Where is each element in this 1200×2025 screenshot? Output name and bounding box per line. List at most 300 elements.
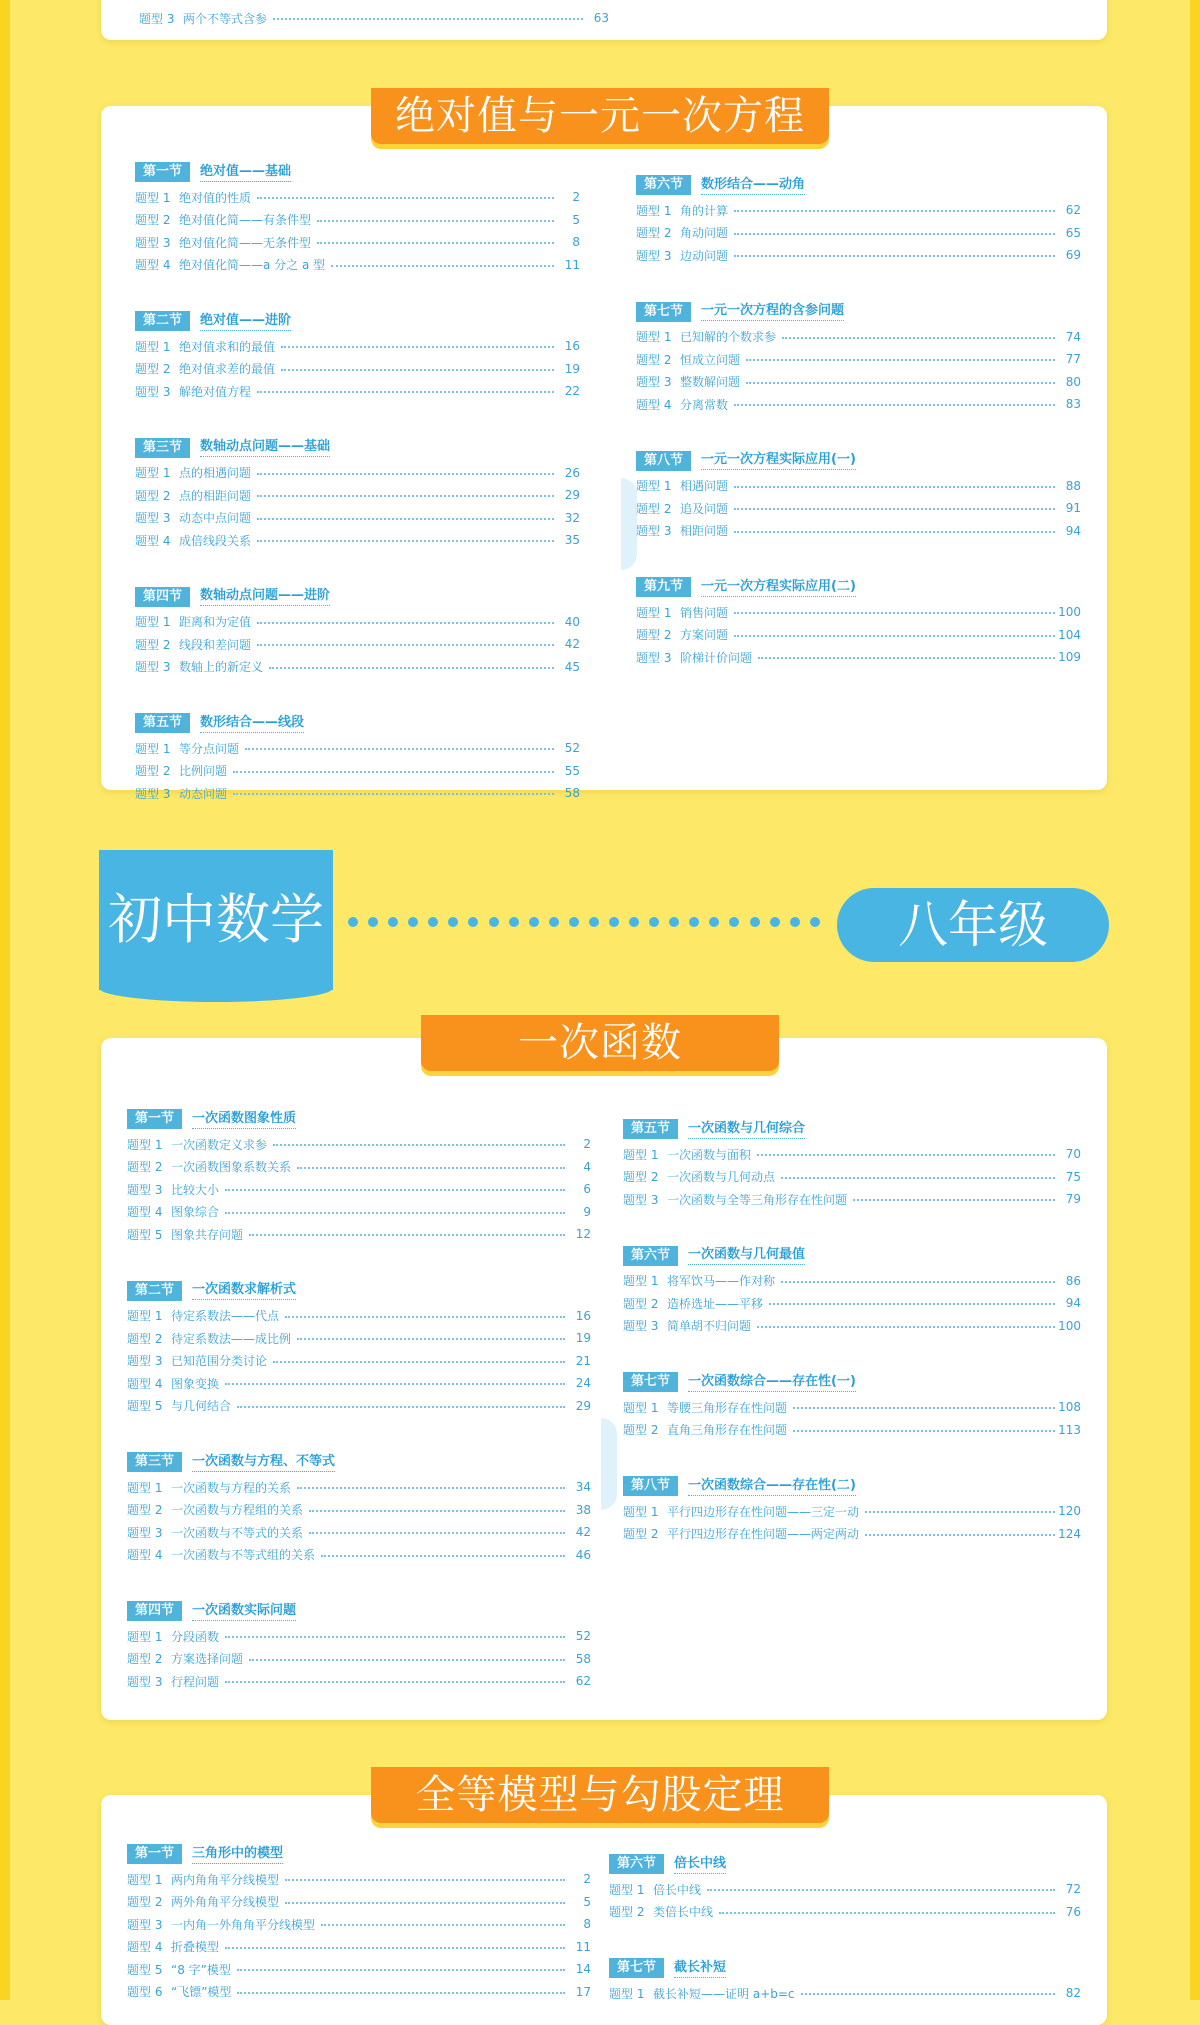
toc-name: 相遇问题 [680,479,729,494]
prev-chapter-column [139,7,609,30]
toc-row[interactable] [636,520,1081,543]
toc-page: 69 [1065,248,1081,263]
toc-name: 角动问题 [680,226,729,241]
toc-row[interactable] [636,646,1081,669]
toc-name: 动态问题 [179,786,228,801]
toc-page: 80 [1065,374,1081,389]
toc-name: 与几何结合 [171,1399,232,1414]
toc-type: 题型 2 [127,1652,163,1667]
toc-row[interactable] [127,1223,591,1246]
toc-page: 124 [1058,1526,1081,1541]
toc-section [135,712,580,805]
toc-row[interactable] [127,1958,591,1981]
toc-name: 销售问题 [680,605,729,620]
section-heading[interactable] [135,161,580,183]
toc-type: 题型 1 [135,615,171,630]
leader-dots [233,771,554,773]
toc-type: 题型 1 [127,1137,163,1152]
toc-row[interactable] [623,1315,1081,1338]
toc-type: 题型 1 [135,190,171,205]
leader-dots [257,391,554,393]
toc-row[interactable] [623,1292,1081,1315]
leader-dots [321,1924,565,1926]
connector-dot [709,917,719,927]
toc-type: 题型 2 [127,1503,163,1518]
section-heading[interactable] [135,712,580,734]
toc-row[interactable] [135,231,580,254]
toc-row[interactable] [623,1419,1081,1442]
chapter-card-abs [101,106,1107,801]
toc-page: 77 [1065,352,1081,367]
toc-column-left [135,161,580,805]
section-heading[interactable] [623,1245,1081,1267]
leader-dots [257,540,554,542]
toc-section [623,1118,1081,1211]
toc-row[interactable] [127,1156,591,1179]
leader-dots [297,1167,565,1169]
toc-name: 方案选择问题 [171,1652,244,1667]
toc-row[interactable] [135,209,580,232]
toc-page: 100 [1058,605,1081,620]
toc-type: 题型 1 [127,1872,163,1887]
connector-dot [569,917,579,927]
leader-dots [707,1889,1055,1891]
column-divider [621,478,637,570]
toc-row[interactable] [127,1868,591,1891]
toc-page: 104 [1058,627,1081,642]
toc-name: 一次函数与方程的关系 [171,1480,292,1495]
toc-page: 79 [1065,1192,1081,1207]
toc-row[interactable] [636,348,1081,371]
toc-page: 11 [564,257,580,272]
toc-row[interactable] [623,1166,1081,1189]
toc-row[interactable] [636,371,1081,394]
section-number-tag: 第四节 [127,1601,182,1621]
section-number-tag: 第七节 [623,1372,678,1392]
toc-type: 题型 2 [623,1423,659,1438]
toc-type: 题型 4 [135,258,171,273]
toc-page: 38 [575,1502,591,1517]
section-number-tag: 第九节 [636,577,691,597]
toc-name: 图象变换 [171,1376,220,1391]
toc-row[interactable] [127,1133,591,1156]
toc-type: 题型 3 [135,786,171,801]
toc-row[interactable] [609,1982,1081,2005]
toc-type: 题型 3 [127,1674,163,1689]
section-heading[interactable] [636,174,1081,196]
toc-name: 绝对值求差的最值 [179,362,276,377]
leader-dots [734,531,1055,533]
toc-row[interactable] [135,380,580,403]
toc-name: 将军饮马——作对称 [667,1274,776,1289]
toc-section [135,161,580,276]
section-title: 数轴动点问题——基础 [200,438,330,457]
toc-type: 题型 1 [636,330,672,345]
toc-type: 题型 3 [127,1525,163,1540]
section-number-tag: 第四节 [135,587,190,607]
toc-type: 题型 3 [127,1354,163,1369]
section-number-tag: 第六节 [623,1246,678,1266]
leader-dots [285,1316,565,1318]
toc-row[interactable] [127,1891,591,1914]
toc-name: 比较大小 [171,1182,220,1197]
toc-row[interactable] [127,1648,591,1671]
toc-row[interactable] [135,611,580,634]
leader-dots [285,1902,565,1904]
toc-page: 16 [564,339,580,354]
leader-dots [225,1681,565,1683]
toc-row[interactable] [127,1625,591,1648]
toc-type: 题型 3 [135,511,171,526]
toc-type: 题型 1 [609,1986,645,2001]
toc-row[interactable] [127,1201,591,1224]
toc-type: 题型 2 [135,488,171,503]
toc-row[interactable] [135,760,580,783]
toc-row[interactable] [636,199,1081,222]
toc-type: 题型 3 [636,375,672,390]
toc-section [135,437,580,552]
connector-dot [388,917,398,927]
toc-type: 题型 3 [127,1917,163,1932]
toc-name: “8 字”模型 [171,1962,231,1977]
toc-page: 2 [583,1872,591,1887]
section-title: 一次函数综合——存在性(二) [688,1477,856,1496]
toc-type: 题型 2 [636,352,672,367]
prev-chapter-card [101,0,1107,40]
connector-dot [549,917,559,927]
toc-type: 题型 3 [636,248,672,263]
toc-name: 类倍长中线 [653,1905,714,1920]
section-title: 一次函数综合——存在性(一) [688,1373,856,1392]
toc-row[interactable] [127,1476,591,1499]
toc-row[interactable] [127,1499,591,1522]
toc-page: 70 [1065,1147,1081,1162]
toc-name: 相距问题 [680,524,729,539]
toc-page: 72 [1065,1882,1081,1897]
leader-dots [317,242,554,244]
toc-page: 2 [583,1137,591,1152]
toc-row[interactable] [127,1327,591,1350]
leader-dots [257,518,554,520]
toc-page: 83 [1065,397,1081,412]
toc-page: 94 [1065,1296,1081,1311]
toc-row[interactable] [135,737,580,760]
toc-type: 题型 2 [609,1905,645,1920]
section-heading[interactable] [127,1843,591,1865]
toc-column-left [127,1843,591,2003]
toc-page: 109 [1058,650,1081,665]
toc-name: 动态中点问题 [179,511,252,526]
connector-dot [348,917,358,927]
leader-dots [225,1383,565,1385]
toc-page: 120 [1058,1504,1081,1519]
toc-name: 绝对值化简——有条件型 [179,213,312,228]
toc-row[interactable] [636,326,1081,349]
toc-page: 19 [564,361,580,376]
toc-row[interactable] [139,7,609,30]
toc-row[interactable] [135,254,580,277]
toc-row[interactable] [135,484,580,507]
toc-type: 题型 2 [135,362,171,377]
toc-row[interactable] [623,1270,1081,1293]
toc-row[interactable] [636,497,1081,520]
section-heading[interactable] [636,301,1081,323]
toc-page: 5 [572,212,580,227]
toc-page: 52 [564,741,580,756]
toc-type: 题型 2 [127,1160,163,1175]
toc-type: 题型 2 [127,1331,163,1346]
toc-row[interactable] [636,601,1081,624]
section-heading[interactable] [623,1371,1081,1393]
toc-row[interactable] [127,1305,591,1328]
toc-name: 一次函数定义求参 [171,1137,268,1152]
leader-dots [734,233,1055,235]
grade-label: 八年级 [898,896,1048,954]
toc-type: 题型 4 [127,1940,163,1955]
toc-row[interactable] [127,1913,591,1936]
leader-dots [285,1879,565,1881]
toc-type: 题型 2 [135,764,171,779]
section-number-tag: 第七节 [609,1958,664,1978]
toc-row[interactable] [127,1178,591,1201]
toc-page: 94 [1065,523,1081,538]
toc-name: 绝对值的性质 [179,190,252,205]
toc-row[interactable] [127,1544,591,1567]
toc-type: 题型 5 [127,1399,163,1414]
section-heading[interactable] [127,1108,591,1130]
toc-column-right [609,1853,1081,2005]
toc-name: 平行四边形存在性问题——两定两动 [667,1527,860,1542]
connector-dot [689,917,699,927]
leader-dots [245,748,554,750]
toc-page: 52 [575,1629,591,1644]
leader-dots [225,1212,565,1214]
section-title: 一次函数实际问题 [192,1602,296,1621]
section-heading[interactable] [135,310,580,332]
toc-page: 8 [583,1917,591,1932]
toc-name: 简单胡不归问题 [667,1319,752,1334]
toc-type: 题型 1 [623,1274,659,1289]
toc-column-right [636,174,1081,669]
toc-row[interactable] [623,1523,1081,1546]
connector-dot [529,917,539,927]
section-heading[interactable] [609,1957,1081,1979]
toc-row[interactable] [135,358,580,381]
toc-name: 整数解问题 [680,375,741,390]
leader-dots [734,508,1055,510]
toc-row[interactable] [127,1395,591,1418]
connector-dot [669,917,679,927]
toc-column-right [623,1118,1081,1545]
toc-row[interactable] [636,244,1081,267]
section-number-tag: 第五节 [623,1119,678,1139]
leader-dots [781,1177,1055,1179]
toc-name: 平行四边形存在性问题——三定一动 [667,1504,860,1519]
section-title: 一次函数与几何最值 [688,1246,805,1265]
section-title: 绝对值——进阶 [200,312,291,331]
toc-page: 46 [575,1547,591,1562]
toc-page: 62 [575,1674,591,1689]
toc-row[interactable] [135,462,580,485]
toc-page: 88 [1065,478,1081,493]
leader-dots [225,1189,565,1191]
leader-dots [321,1555,565,1557]
toc-name: 图象综合 [171,1205,220,1220]
section-heading[interactable] [609,1853,1081,1875]
leader-dots [801,1993,1056,1995]
toc-type: 题型 1 [623,1400,659,1415]
leader-dots [269,667,554,669]
toc-type: 题型 4 [127,1548,163,1563]
toc-type: 题型 1 [135,339,171,354]
toc-row[interactable] [636,222,1081,245]
toc-row[interactable] [127,1670,591,1693]
section-heading[interactable] [636,450,1081,472]
grade-badge [837,888,1109,962]
toc-name: 数轴上的新定义 [179,660,264,675]
toc-row[interactable] [636,475,1081,498]
section-title: 数形结合——线段 [200,714,304,733]
toc-row[interactable] [127,1350,591,1373]
toc-section [636,576,1081,669]
toc-row[interactable] [623,1143,1081,1166]
toc-row[interactable] [135,507,580,530]
section-heading[interactable] [623,1475,1081,1497]
section-heading[interactable] [127,1600,591,1622]
toc-name: 等腰三角形存在性问题 [667,1400,788,1415]
toc-row[interactable] [636,624,1081,647]
section-title: 一次函数求解析式 [192,1281,296,1300]
toc-page: 17 [575,1984,591,1999]
section-heading[interactable] [623,1118,1081,1140]
chapter-card-congruent [101,1795,1107,2025]
toc-name: 折叠模型 [171,1940,220,1955]
toc-type: 题型 1 [127,1480,163,1495]
toc-name: “飞镖”模型 [171,1985,232,2000]
toc-name: 两外角角平分线模型 [171,1895,280,1910]
subject-book-badge [99,850,333,990]
toc-page: 11 [575,1939,591,1954]
toc-row[interactable] [609,1901,1081,1924]
toc-row[interactable] [135,529,580,552]
section-heading[interactable] [636,576,1081,598]
toc-row[interactable] [127,1981,591,2004]
section-heading[interactable] [127,1280,591,1302]
toc-type: 题型 4 [636,397,672,412]
toc-name: 绝对值化简——a 分之 a 型 [179,258,326,273]
toc-row[interactable] [135,782,580,805]
toc-type: 题型 2 [636,628,672,643]
chapter-banner-abs: 绝对值与一元一次方程 [371,88,829,144]
toc-page: 34 [575,1480,591,1495]
toc-page: 74 [1065,329,1081,344]
section-heading[interactable] [127,1451,591,1473]
toc-type: 题型 3 [139,11,175,26]
toc-section [623,1371,1081,1441]
connector-dot [729,917,739,927]
toc-name: 绝对值化简——无条件型 [179,235,312,250]
section-number-tag: 第二节 [135,311,190,331]
leader-dots [273,18,583,20]
section-heading[interactable] [135,437,580,459]
toc-name: 已知范围分类讨论 [171,1354,268,1369]
toc-row[interactable] [135,335,580,358]
section-title: 一次函数图象性质 [192,1110,296,1129]
toc-type: 题型 1 [636,203,672,218]
leader-dots [719,1912,1055,1914]
toc-type: 题型 1 [127,1309,163,1324]
toc-page: 21 [575,1353,591,1368]
column-divider [601,1418,617,1510]
toc-type: 题型 2 [623,1170,659,1185]
leader-dots [309,1510,565,1512]
toc-section [623,1245,1081,1338]
connector-dot [509,917,519,927]
leader-dots [865,1511,1055,1513]
leader-dots [249,1234,565,1236]
connector-dot [790,917,800,927]
toc-type: 题型 3 [636,524,672,539]
leader-dots [331,265,554,267]
leader-dots [257,622,554,624]
toc-type: 题型 2 [636,501,672,516]
toc-name: 点的相距问题 [179,488,252,503]
toc-row[interactable] [135,633,580,656]
leader-dots [281,369,554,371]
toc-row[interactable] [135,186,580,209]
toc-column-left [127,1108,591,1693]
section-heading[interactable] [135,586,580,608]
toc-page: 19 [575,1331,591,1346]
toc-name: 解绝对值方程 [179,384,252,399]
toc-name: 方案问题 [680,628,729,643]
section-number-tag: 第八节 [623,1476,678,1496]
toc-name: 两个不等式含参 [183,11,268,26]
toc-page: 108 [1058,1400,1081,1415]
toc-page: 22 [564,384,580,399]
connector-dot [589,917,599,927]
toc-section [135,310,580,403]
toc-row[interactable] [623,1188,1081,1211]
toc-name: 一次函数与不等式组的关系 [171,1548,316,1563]
toc-row[interactable] [623,1396,1081,1419]
toc-type: 题型 2 [135,637,171,652]
toc-page: 86 [1065,1273,1081,1288]
toc-row[interactable] [609,1878,1081,1901]
toc-type: 题型 1 [135,741,171,756]
toc-type: 题型 4 [135,533,171,548]
leader-dots [281,346,554,348]
toc-page: 29 [564,488,580,503]
toc-name: 待定系数法——成比例 [171,1331,292,1346]
leader-dots [793,1407,1055,1409]
toc-row[interactable] [623,1500,1081,1523]
toc-row[interactable] [127,1936,591,1959]
leader-dots [757,1326,1055,1328]
toc-row[interactable] [127,1372,591,1395]
toc-row[interactable] [127,1521,591,1544]
toc-name: 造桥选址——平移 [667,1296,764,1311]
toc-type: 题型 2 [623,1527,659,1542]
toc-name: 一次函数与面积 [667,1147,752,1162]
connector-dot [408,917,418,927]
section-number-tag: 第七节 [636,302,691,322]
toc-row[interactable] [636,393,1081,416]
toc-type: 题型 1 [127,1629,163,1644]
toc-type: 题型 3 [135,384,171,399]
leader-dots [317,220,554,222]
toc-row[interactable] [135,656,580,679]
